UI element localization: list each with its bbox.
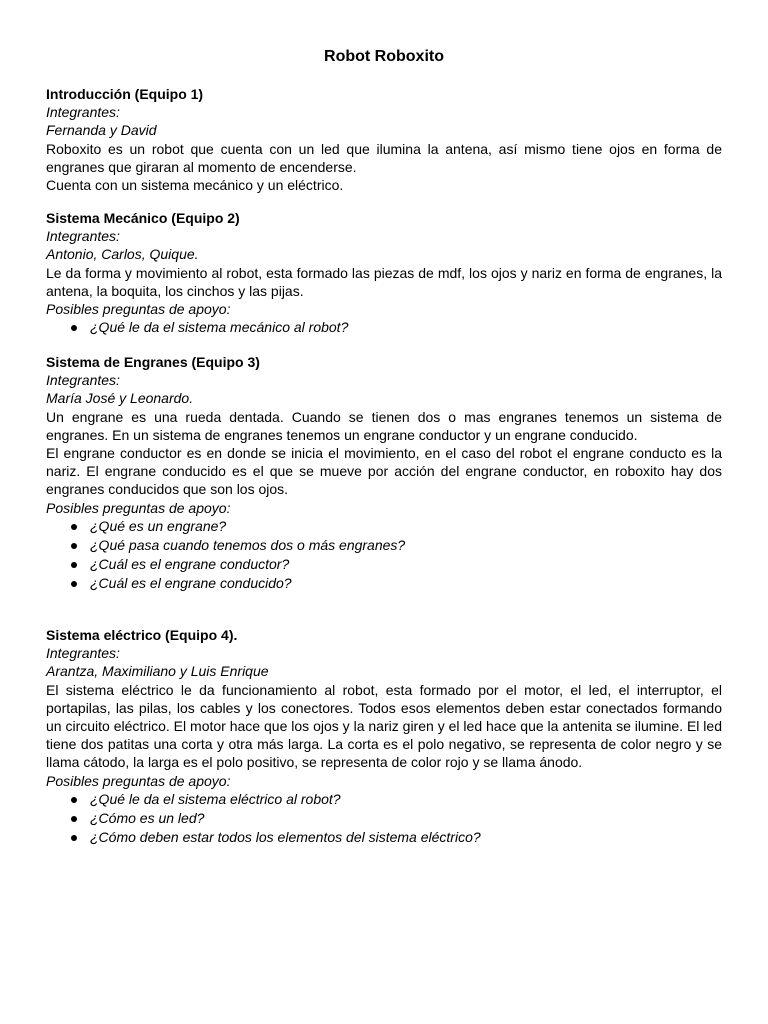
question-text: ¿Qué pasa cuando tenemos dos o más engranes?: [90, 536, 406, 553]
bullet-icon: [71, 543, 77, 549]
members-names: Arantza, Maximiliano y Luis Enrique: [46, 663, 269, 680]
section-heading: Sistema Mecánico (Equipo 2): [46, 210, 240, 226]
question-text: ¿Cuál es el engrane conductor?: [90, 555, 290, 572]
questions-label: Posibles preguntas de apoyo:: [46, 301, 231, 318]
section-heading: Sistema de Engranes (Equipo 3): [46, 354, 260, 370]
members-label: Integrantes:: [46, 645, 120, 662]
questions-list: [46, 790, 722, 847]
members-label: Integrantes:: [46, 228, 120, 245]
section-heading: Sistema eléctrico (Equipo 4).: [46, 627, 238, 643]
list-item: [46, 809, 722, 828]
members-label: Integrantes:: [46, 104, 120, 121]
paragraph: Cuenta con un sistema mecánico y un eléctrico.: [46, 177, 344, 194]
questions-label: Posibles preguntas de apoyo:: [46, 499, 231, 516]
section-introduccion: [46, 85, 722, 194]
question-text: ¿Cómo es un led?: [90, 809, 205, 826]
question-text: ¿Qué le da el sistema mecánico al robot?: [90, 319, 349, 336]
members-label: Integrantes:: [46, 372, 120, 389]
section-sistema-electrico: [46, 626, 722, 847]
paragraph: Le da forma y movimiento al robot, esta formado las piezas de mdf, los ojos y nariz en forma de engranes, la antena, la boquita, los cinchos y las pijas.: [46, 264, 722, 299]
bullet-icon: [71, 581, 77, 587]
questions-list: [46, 517, 722, 593]
section-sistema-mecanico: [46, 209, 722, 337]
questions-list: [46, 318, 722, 337]
list-item: [46, 536, 722, 555]
list-item: [46, 574, 722, 593]
bullet-icon: [71, 797, 77, 803]
section-heading: Introducción (Equipo 1): [46, 86, 204, 102]
bullet-icon: [71, 524, 77, 530]
questions-label: Posibles preguntas de apoyo:: [46, 772, 231, 789]
bullet-icon: [71, 835, 77, 841]
list-item: [46, 790, 722, 809]
list-item: [46, 318, 722, 337]
paragraph: Roboxito es un robot que cuenta con un led que ilumina la antena, así mismo tiene ojos en forma de engranes que giraran al momento de encenderse.: [46, 140, 722, 175]
paragraph: Un engrane es una rueda dentada. Cuando se tienen dos o mas engranes tenemos un sistema de engranes. En un sistema de engranes tenemos un engrane conductor y un engrane conducido.: [46, 408, 722, 443]
paragraph: El engrane conductor es en donde se inicia el movimiento, en el caso del robot el engrane conducto es la nariz. El engrane conducido es el que se mueve por acción del engrane conductor, en roboxito hay dos engranes conducidos que son los ojos.: [46, 445, 722, 498]
section-sistema-engranes: [46, 353, 722, 593]
list-item: [46, 555, 722, 574]
members-names: María José y Leonardo.: [46, 390, 194, 407]
question-text: ¿Cómo deben estar todos los elementos del sistema eléctrico?: [90, 828, 481, 845]
members-names: Fernanda y David: [46, 122, 157, 139]
list-item: [46, 828, 722, 847]
question-text: ¿Cuál es el engrane conducido?: [90, 574, 292, 591]
bullet-icon: [71, 325, 77, 331]
paragraph: El sistema eléctrico le da funcionamiento al robot, esta formado por el motor, el led, el interruptor, el portapilas, las pilas, los cables y los conectores. Todos esos elementos deben estar conectados formando un circuito eléctrico. El motor hace que los ojos y la nariz giren y el led hace que la antenita se ilumine. El led tiene dos patitas una corta y otra más larga. La corta es el polo negativo, se representa de color negro y se llama cátodo, la larga es el polo positivo, se representa de color rojo y se llama ánodo.: [46, 681, 722, 771]
bullet-icon: [71, 816, 77, 822]
bullet-icon: [71, 562, 77, 568]
list-item: [46, 517, 722, 536]
document-title: Robot Roboxito: [324, 48, 444, 65]
question-text: ¿Qué le da el sistema eléctrico al robot?: [90, 790, 341, 807]
members-names: Antonio, Carlos, Quique.: [46, 246, 199, 263]
question-text: ¿Qué es un engrane?: [90, 517, 227, 534]
